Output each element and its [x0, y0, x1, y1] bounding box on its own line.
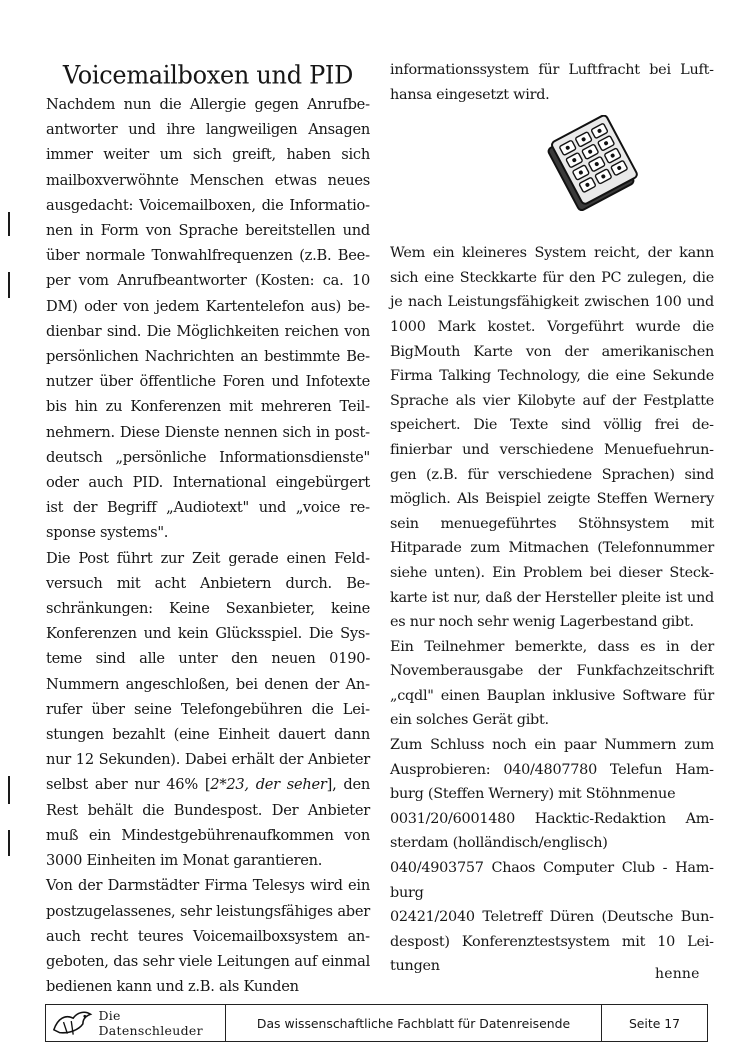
cqdl-paragraph: Ein Teilnehmer bemerkte, dass es in der Novemberausgabe der Funkfachzeitschrift „cqdl" einen Bauplan inklusive Software für ein solches Gerät gibt.	[390, 638, 714, 729]
phone-keypad-icon	[540, 115, 650, 213]
post-field-test-paragraph	[46, 546, 370, 874]
number-hacktic: 0031/20/6001480 Hacktic-Redaktion Amsterdam (holländisch/englisch)	[390, 810, 714, 852]
telesys-paragraph: Von der Darmstädter Firma Telesys wird ein postzugelassenes, sehr leistungsfähiges aber auch recht teures Voicemailboxsystem angeboten, das sehr viele Leitungen auf einmal bedienen kann und z.B. als Kunden	[46, 877, 370, 996]
article-title: Voicemailboxen und PID	[62, 60, 354, 90]
margin-mark	[8, 830, 10, 856]
bird-logo-icon	[50, 1008, 94, 1038]
lufthansa-continuation: informationssystem für Luftfracht bei Lufthansa eingesetzt wird.	[390, 62, 714, 103]
margin-mark	[8, 776, 10, 804]
steckkarte-paragraph: Wem ein kleineres System reicht, der kann sich eine Steckkarte für den PC zulegen, die je nach Leistungsfähigkeit zwischen 100 und 1000 Mark kostet. Vorgeführt wurde die BigMouth Karte von der amerikanischen Firma Talking Technology, die eine Sekunde Sprache als vier Kilobyte auf der Festplatte speichert. Die Texte sind völlig frei definierbar und verschiedene Menuefuehrungen (z.B. für verschiedene Sprachen) sind möglich. Als Beispiel zeigte Steffen Wernery sein menuegeführtes Stöhnsystem mit Hitparade zum Mitmachen (Telefonnummer siehe unten). Ein Problem bei dieser Steckkarte ist nur, daß der Hersteller pleite ist und es nur noch sehr wenig Lagerbestand gibt.	[390, 245, 714, 631]
right-column	[390, 58, 714, 979]
author-signature: henne	[655, 966, 700, 982]
left-column	[46, 58, 370, 999]
intro-paragraph: Nachdem nun die Allergie gegen Anrufbeantworter und ihre langweiligen Ansagen immer weiter um sich greift, haben sich mailboxverwöhnte Menschen etwas neues ausgedacht: Voicemailboxen, die Informationen in Form von Sprache bereitstellen und über normale Tonwahlfrequenzen (z.B. Beeper vom Anrufbeantworter (Kosten: ca. 10 DM) oder von jedem Kartentelefon aus) bedienbar sind. Die Möglichkeiten reichen von persönlichen Nachrichten an bestimmte Benutzer über öffentliche Foren und Infotexte bis hin zu Konferenzen mit mehreren Teilnehmern. Diese Dienste nennen sich in postdeutsch „persönliche Informationsdienste" oder auch PID. International eingebürgert ist der Begriff „Audiotext" und „voice response systems".	[46, 96, 370, 542]
footer-tagline: Das wissenschaftliche Fachblatt für Datenreisende	[226, 1005, 602, 1041]
page-number: Seite 17	[628, 1015, 681, 1031]
post-text-before-note: Die Post führt zur Zeit gerade einen Feldversuch mit acht Anbietern durch. Beschränkungen: Keine Sexanbieter, keine Konferenzen und kein Glücksspiel. Die Systeme sind alle unter den neuen 0190-Nummern angeschloßen, bei denen der Anrufer über seine Telefongebühren die Leistungen bezahlt (eine Einheit dauert dann nur 12 Sekunden). Dabei erhält der Anbieter selbst aber nur 46% [	[46, 549, 370, 794]
page-footer	[45, 1004, 708, 1042]
publication-logo	[46, 1005, 226, 1041]
illustration-area	[390, 107, 714, 241]
numbers-intro-paragraph: Zum Schluss noch ein paar Nummern zum Ausprobieren: 040/4807780 Telefun Hamburg (Steffen Wernery) mit Stöhnmenue	[390, 737, 714, 803]
editor-note: 2*23, der seher	[210, 776, 327, 794]
number-ccc: 040/4903757 Chaos Computer Club - Hamburg	[390, 860, 714, 901]
number-teletreff: 02421/2040 Teletreff Düren (Deutsche Bundespost) Konferenztestsystem mit 10 Leitungen	[390, 909, 714, 975]
margin-mark	[8, 272, 10, 298]
publication-name: Die Datenschleuder	[98, 1008, 203, 1038]
margin-mark	[8, 212, 10, 236]
post-text-after-note: ], den Rest behält die Bundespost. Der Anbieter muß ein Mindestgebührenaufkommen von 3000 Einheiten im Monat garantieren.	[46, 776, 370, 870]
